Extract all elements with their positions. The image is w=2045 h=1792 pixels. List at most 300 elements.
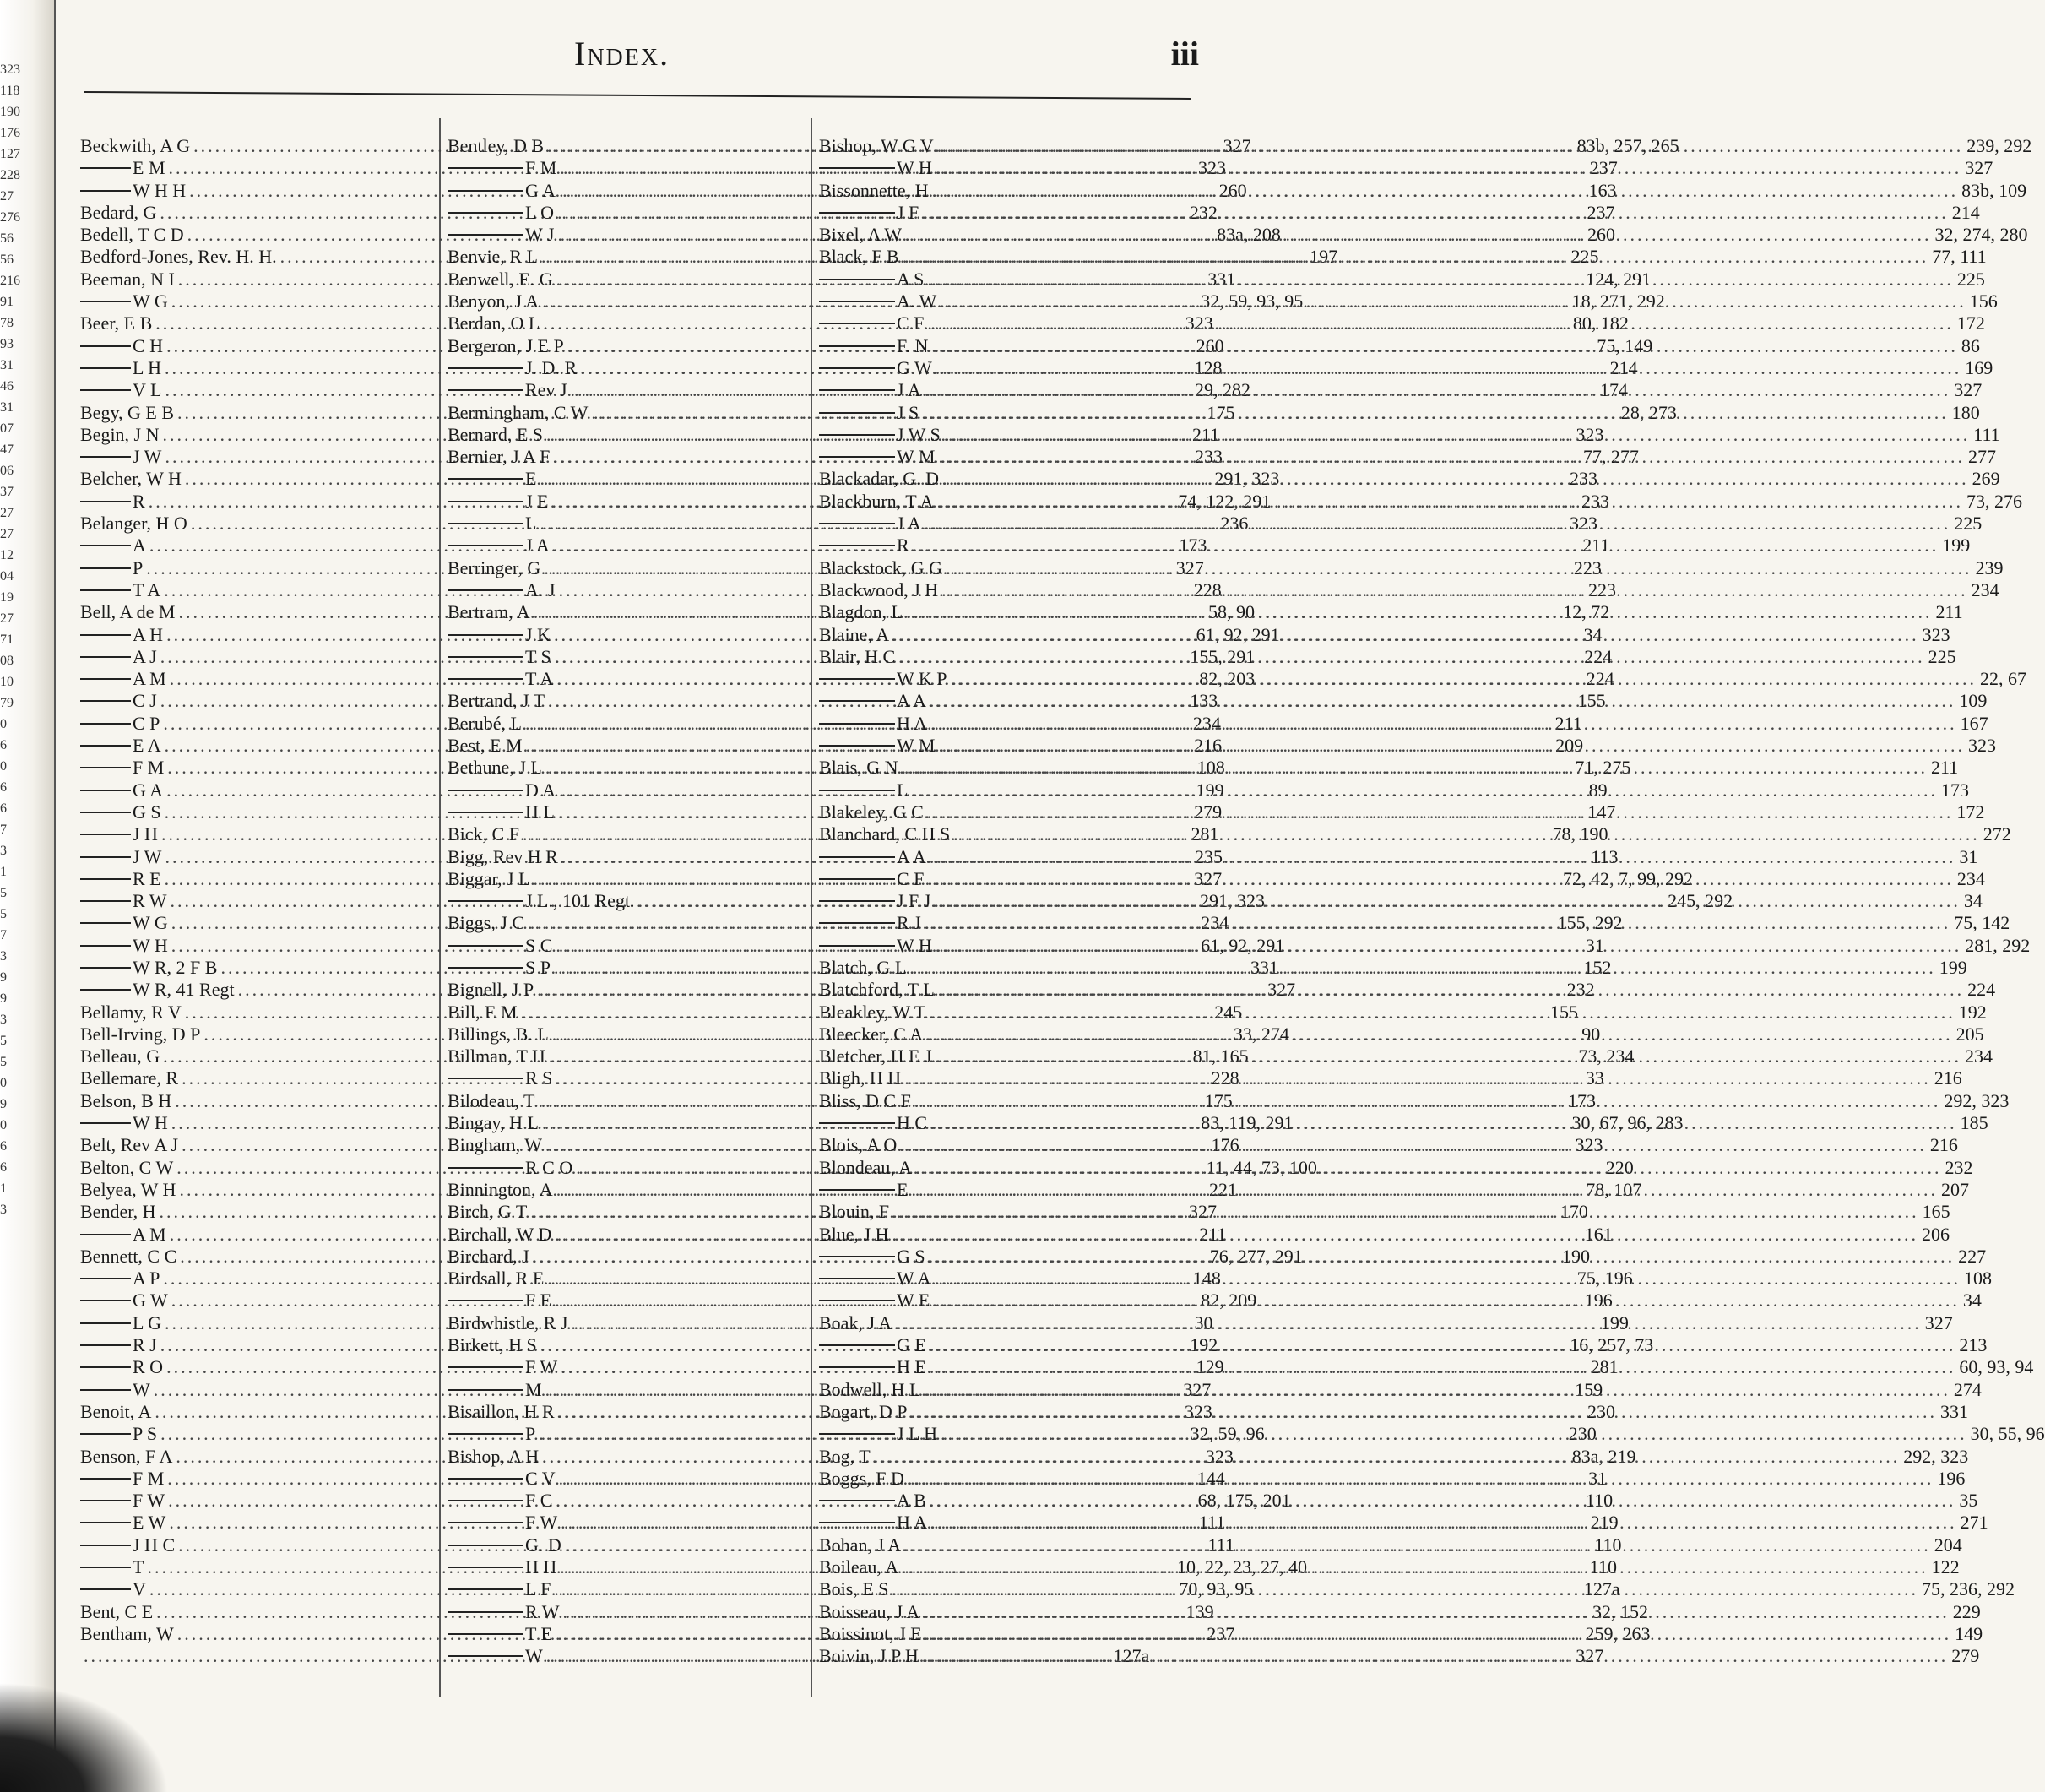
- leader-dots: [902, 1556, 1928, 1578]
- entry-name: Berringer, G: [448, 557, 541, 578]
- entry-name: F M: [525, 157, 557, 179]
- margin-number: 08: [0, 654, 14, 668]
- margin-number: 276: [0, 210, 20, 225]
- entry-pages: 129: [1196, 1356, 1224, 1378]
- entry-name: Birch, G T: [448, 1201, 528, 1223]
- leader-dots: [911, 1179, 1938, 1201]
- entry-name: A P: [133, 1268, 160, 1290]
- entry-name: R W: [525, 1600, 560, 1622]
- ditto-dash: [80, 1366, 131, 1368]
- entry-pages: 83, 119, 291: [1201, 1112, 1294, 1134]
- entry-pages: 214: [1951, 201, 1980, 223]
- entry-pages: 32, 59, 96: [1190, 1423, 1265, 1445]
- entry-name: G S: [897, 1245, 925, 1267]
- entry-pages: 83a, 208: [1217, 224, 1281, 246]
- entry-pages: 124, 291: [1586, 268, 1652, 290]
- entry-pages: 323: [1922, 623, 1950, 645]
- entry-pages: 35: [1959, 1490, 1978, 1512]
- entry-name: R J: [133, 1334, 157, 1356]
- entry-pages: 327: [1183, 1378, 1212, 1400]
- ditto-dash: [448, 945, 523, 947]
- ditto-dash: [80, 456, 131, 458]
- leader-dots: [930, 1112, 1957, 1134]
- entry-name: J E: [525, 490, 549, 512]
- ditto-dash: [80, 345, 131, 347]
- entry-name: J A: [525, 535, 550, 557]
- entry-pages: 111: [1973, 423, 2000, 445]
- entry-name: Blais, G N: [819, 757, 898, 779]
- leader-dots: [938, 446, 1965, 468]
- entry-pages: 234: [1965, 1045, 1993, 1067]
- ditto-dash: [80, 1300, 131, 1301]
- leader-dots: [925, 379, 1951, 401]
- entry-name: Blackadar, G. D: [819, 468, 940, 490]
- entry-name: W A: [897, 1268, 931, 1290]
- entry-name: Benson, F A: [80, 1445, 173, 1467]
- leader-dots: [936, 157, 1962, 179]
- entry-name: W G: [133, 912, 168, 934]
- ditto-dash: [80, 878, 131, 880]
- entry-name: Blackwood, J H: [819, 578, 939, 600]
- entry-name: P: [133, 557, 144, 578]
- leader-dots: [932, 180, 1959, 202]
- margin-number: 9: [0, 970, 7, 985]
- entry-name: Boissinot, J E: [819, 1622, 922, 1644]
- entry-pages: 223: [1573, 557, 1602, 578]
- entry-pages: 190: [1562, 1245, 1591, 1267]
- ditto-dash: [80, 945, 131, 947]
- leader-dots: [892, 624, 1919, 646]
- entry-name: Belcher, W H: [80, 468, 182, 490]
- entry-pages: 165: [1922, 1201, 1950, 1223]
- entry-name: Bishop, A H: [448, 1445, 540, 1467]
- entry-pages: 163: [1588, 179, 1617, 201]
- entry-name: M: [525, 1378, 542, 1400]
- entry-name: J A: [897, 379, 921, 401]
- entry-name: J K: [525, 623, 551, 645]
- entry-pages: 245: [1214, 1001, 1243, 1023]
- entry-pages: 211: [1935, 601, 1963, 623]
- leader-dots: [927, 801, 1954, 823]
- ditto-dash: [448, 1567, 523, 1568]
- ditto-dash: [819, 723, 895, 725]
- entry-pages: 281: [1191, 823, 1219, 845]
- leader-dots: [906, 601, 1933, 623]
- margin-number: 228: [0, 168, 20, 182]
- entry-name: E M: [133, 157, 165, 179]
- margin-number: 27: [0, 506, 14, 520]
- ditto-dash: [80, 700, 131, 702]
- entry-name: Bissonnette, H: [819, 179, 929, 201]
- entry-pages: 148: [1192, 1268, 1221, 1290]
- entry-name: Bedard, G: [80, 201, 157, 223]
- page-title: Index.: [574, 35, 670, 73]
- margin-number: 216: [0, 274, 20, 288]
- entry-name: Boivin, J P H: [819, 1645, 919, 1667]
- entry-pages: 207: [1940, 1178, 1969, 1200]
- ditto-dash: [80, 1522, 131, 1523]
- entry-pages: 230: [1587, 1400, 1616, 1422]
- ditto-dash: [80, 1122, 131, 1124]
- ditto-dash: [819, 1344, 895, 1346]
- margin-number: 176: [0, 126, 20, 140]
- entry-pages: 111: [1198, 1512, 1226, 1534]
- entry-pages: 161: [1584, 1223, 1613, 1245]
- margin-number: 5: [0, 1034, 7, 1048]
- entry-pages: 214: [1609, 356, 1638, 378]
- entry-name: Bletcher, H E J: [819, 1045, 932, 1067]
- ditto-dash: [819, 945, 895, 947]
- ditto-dash: [80, 678, 131, 680]
- entry-name: W J: [525, 224, 555, 246]
- entry-name: Billman, T H: [448, 1045, 545, 1067]
- entry-name: A J: [133, 645, 157, 667]
- entry-pages: 33: [1585, 1067, 1604, 1089]
- entry-pages: 149: [1955, 1622, 1983, 1644]
- entry-pages: 211: [1931, 757, 1959, 779]
- entry-pages: 77, 111: [1932, 246, 1987, 268]
- entry-pages: 230: [1568, 1423, 1597, 1445]
- entry-name: Blanchard, C H S: [819, 823, 951, 845]
- entry-pages: 185: [1960, 1112, 1988, 1134]
- margin-number: 190: [0, 105, 20, 119]
- entry-pages: 82, 209: [1201, 1290, 1257, 1311]
- leader-dots: [936, 491, 1963, 513]
- margin-number: 56: [0, 231, 14, 246]
- entry-name: H E: [897, 1356, 926, 1378]
- ditto-dash: [80, 922, 131, 924]
- entry-name: D A: [525, 779, 556, 801]
- entry-name: T E: [525, 1622, 552, 1644]
- entry-name: Boileau, A: [819, 1556, 899, 1578]
- entry-name: V: [133, 1578, 146, 1600]
- ditto-dash: [819, 678, 895, 680]
- entry-name: A A: [897, 690, 926, 712]
- entry-name: Blackburn, T A: [819, 490, 934, 512]
- entry-name: Benoit, A: [80, 1400, 152, 1422]
- entry-pages: 83b, 109: [1961, 179, 2027, 201]
- entry-pages: 204: [1934, 1534, 1962, 1556]
- entry-name: Rev J: [525, 379, 567, 401]
- leader-dots: [936, 1045, 1962, 1067]
- entry-pages: 30, 67, 96, 283: [1571, 1112, 1684, 1134]
- entry-name: R O: [133, 1356, 164, 1378]
- entry-name: J.L., 101 Regt.: [525, 890, 635, 912]
- margin-number: 6: [0, 780, 7, 795]
- entry-name: Bilodeau, T: [448, 1089, 535, 1111]
- ditto-dash: [448, 212, 523, 214]
- ditto-dash: [448, 790, 523, 791]
- entry-name: W H: [133, 934, 168, 956]
- entry-pages: 224: [1584, 645, 1613, 667]
- entry-name: Beer, E B: [80, 312, 153, 334]
- entry-pages: 292, 323: [1944, 1089, 2010, 1111]
- entry-name: Billings, B. L: [448, 1023, 549, 1045]
- entry-pages: 89: [1588, 779, 1608, 801]
- entry-pages: 28, 273: [1620, 401, 1677, 423]
- leader-dots: [951, 668, 1977, 690]
- ditto-dash: [819, 1522, 895, 1523]
- entry-name: Bermingham, C W: [448, 401, 589, 423]
- ditto-dash: [819, 167, 895, 169]
- entry-name: L H: [133, 356, 162, 378]
- entry-pages: 113: [1591, 845, 1619, 867]
- entry-name: Bernier, J A F: [448, 446, 551, 468]
- ditto-dash: [819, 700, 895, 702]
- entry-name: A S: [897, 268, 925, 290]
- entry-pages: 260: [1218, 179, 1247, 201]
- margin-number: 5: [0, 1055, 7, 1069]
- entry-pages: 199: [1942, 535, 1971, 557]
- entry-name: G S: [133, 801, 161, 823]
- margin-number: 127: [0, 147, 20, 161]
- entry-name: Belanger, H O: [80, 513, 187, 535]
- entry-name: W E: [897, 1290, 930, 1311]
- ditto-dash: [448, 501, 523, 502]
- entry-name: W: [525, 1645, 543, 1667]
- entry-pages: 274: [1953, 1378, 1982, 1400]
- entry-name: G W: [133, 1290, 168, 1311]
- ditto-dash: [819, 323, 895, 324]
- entry-pages: 323: [1569, 513, 1597, 535]
- leader-dots: [930, 1356, 1956, 1378]
- ditto-dash: [448, 1522, 523, 1523]
- entry-name: E: [897, 1178, 909, 1200]
- margin-number: 19: [0, 590, 14, 605]
- margin-number: 93: [0, 337, 14, 351]
- entry-name: F E: [525, 1290, 552, 1311]
- entry-name: F M: [133, 1467, 165, 1489]
- entry-name: W M: [897, 446, 936, 468]
- entry-pages: 172: [1956, 312, 1985, 334]
- ditto-dash: [448, 1433, 523, 1435]
- entry-name: Birdwhistle, R J: [448, 1311, 568, 1333]
- ditto-dash: [80, 1389, 131, 1391]
- entry-pages: 225: [1570, 246, 1599, 268]
- ditto-dash: [448, 1611, 523, 1613]
- entry-pages: 271: [1960, 1512, 1988, 1534]
- entry-pages: 127a: [1583, 1578, 1620, 1600]
- ditto-dash: [819, 279, 895, 280]
- entry-pages: 86: [1961, 334, 1980, 356]
- entry-name: J S: [897, 401, 919, 423]
- entry-pages: 61, 92, 291: [1196, 623, 1280, 645]
- entry-pages: 205: [1955, 1023, 1984, 1045]
- ditto-dash: [80, 190, 131, 192]
- entry-pages: 219: [1590, 1512, 1619, 1534]
- entry-pages: 74, 122, 291: [1178, 490, 1272, 512]
- binding-shadow: [0, 1682, 169, 1792]
- ditto-dash: [448, 1078, 523, 1079]
- margin-number: 9: [0, 991, 7, 1006]
- ditto-dash: [448, 900, 523, 902]
- entry-name: R E: [133, 867, 161, 889]
- entry-pages: 83b, 257, 265: [1576, 135, 1679, 156]
- entry-pages: 83a, 219: [1571, 1445, 1636, 1467]
- entry-pages: 216: [1934, 1067, 1962, 1089]
- leader-dots: [938, 735, 1965, 757]
- entry-name: A: [133, 535, 146, 557]
- entry-pages: 236: [1220, 513, 1249, 535]
- entry-name: Benyon, J A: [448, 291, 540, 312]
- ditto-dash: [448, 1167, 523, 1169]
- ditto-dash: [448, 545, 523, 546]
- ditto-dash: [819, 1500, 895, 1501]
- page-header: [84, 34, 1199, 84]
- entry-pages: 34: [1962, 1290, 1982, 1311]
- entry-pages: 11, 44, 73, 100: [1206, 1156, 1317, 1178]
- margin-number: 71: [0, 633, 14, 647]
- entry-pages: 80, 182: [1572, 312, 1629, 334]
- ditto-dash: [448, 1500, 523, 1501]
- entry-pages: 172: [1956, 801, 1985, 823]
- entry-name: Bertram, A: [448, 601, 530, 623]
- ditto-dash: [819, 545, 895, 546]
- leader-dots: [940, 291, 1966, 312]
- ditto-dash: [448, 967, 523, 969]
- ditto-dash: [819, 345, 895, 347]
- ditto-dash: [80, 1278, 131, 1279]
- ditto-dash: [80, 1234, 131, 1235]
- ditto-dash: [819, 1122, 895, 1124]
- entry-name: J A: [897, 513, 921, 535]
- entry-pages: 260: [1587, 224, 1615, 246]
- entry-pages: 71, 275: [1575, 757, 1631, 779]
- entry-pages: 10, 22, 23, 27, 40: [1176, 1556, 1307, 1578]
- entry-name: Biggs, J C: [448, 912, 525, 934]
- ditto-dash: [448, 1366, 523, 1368]
- entry-pages: 323: [1575, 1134, 1603, 1156]
- entry-pages: 60, 93, 94: [1959, 1356, 2034, 1378]
- ditto-dash: [80, 723, 131, 725]
- entry-pages: 192: [1958, 1001, 1987, 1023]
- entry-name: Bigg, Rev H R: [448, 845, 558, 867]
- ditto-dash: [80, 1567, 131, 1568]
- entry-name: G A: [525, 179, 556, 201]
- leader-dots: [931, 335, 1958, 357]
- entry-pages: 279: [1194, 801, 1223, 823]
- ditto-dash: [80, 501, 131, 502]
- entry-name: Bell, A de M: [80, 601, 176, 623]
- entry-pages: 331: [1940, 1400, 1968, 1422]
- entry-name: R: [133, 490, 145, 512]
- leader-dots: [946, 557, 1972, 579]
- entry-name: Boak, J A: [819, 1311, 892, 1333]
- margin-number: 6: [0, 801, 7, 816]
- entry-pages: 211: [1582, 535, 1610, 557]
- entry-name: J F: [897, 201, 919, 223]
- margin-number: 3: [0, 1013, 7, 1027]
- entry-pages: 232: [1189, 201, 1218, 223]
- entry-name: Birdsall, R E: [448, 1268, 545, 1290]
- entry-name: T A: [525, 668, 554, 690]
- entry-pages: 234: [1971, 578, 1999, 600]
- entry-name: Belyea, W H: [80, 1178, 176, 1200]
- entry-pages: 110: [1589, 1556, 1617, 1578]
- entry-pages: 245, 292: [1668, 890, 1733, 912]
- entry-name: Belleau, G: [80, 1045, 160, 1067]
- entry-name: Benvie, R L: [448, 246, 538, 268]
- entry-pages: 155, 291: [1190, 645, 1256, 667]
- entry-name: F. N: [897, 334, 929, 356]
- ditto-dash: [448, 389, 523, 391]
- entry-name: Bog, T: [819, 1445, 871, 1467]
- entry-name: Benwell, E. G: [448, 268, 553, 290]
- ditto-dash: [819, 456, 895, 458]
- entry-pages: 291, 323: [1214, 468, 1280, 490]
- leader-dots: [905, 224, 1932, 246]
- entry-name: C H: [133, 334, 164, 356]
- entry-pages: 169: [1965, 356, 1993, 378]
- entry-pages: 34: [1583, 623, 1603, 645]
- margin-number: 3: [0, 1203, 7, 1217]
- ditto-dash: [819, 1189, 895, 1191]
- entry-name: Bentley, D B: [448, 135, 545, 156]
- entry-name: G E: [897, 1334, 926, 1356]
- margin-number: 7: [0, 928, 7, 942]
- ditto-dash: [80, 634, 131, 636]
- entry-pages: 152: [1583, 956, 1612, 978]
- margin-number: 31: [0, 358, 14, 372]
- entry-pages: 327: [1267, 979, 1296, 1001]
- entry-name: J W: [133, 446, 162, 468]
- entry-pages: 68, 175, 201: [1197, 1490, 1291, 1512]
- entry-name: Bisaillon, H R: [448, 1400, 555, 1422]
- ditto-dash: [448, 656, 523, 658]
- margin-number: 6: [0, 738, 7, 752]
- entry-name: A M: [133, 668, 166, 690]
- entry-pages: 232: [1566, 979, 1595, 1001]
- leader-dots: [935, 1268, 1961, 1290]
- entry-pages: 31: [1959, 845, 1978, 867]
- leader-dots: [922, 402, 1949, 424]
- entry-pages: 331: [1207, 268, 1236, 290]
- margin-number: 78: [0, 316, 14, 330]
- entry-pages: 18, 271, 292: [1571, 291, 1665, 312]
- entry-pages: 32, 152: [1592, 1600, 1649, 1622]
- margin-number: 27: [0, 189, 14, 204]
- entry-pages: 77, 277: [1582, 446, 1639, 468]
- entry-pages: 81, 165: [1192, 1045, 1249, 1067]
- entry-name: H A: [897, 712, 928, 734]
- entry-name: W H H: [133, 179, 187, 201]
- entry-pages: 108: [1196, 757, 1225, 779]
- entry-name: Bohan, J A: [819, 1534, 902, 1556]
- entry-name: Bellemare, R: [80, 1067, 179, 1089]
- entry-pages: 234: [1956, 867, 1985, 889]
- ditto-dash: [819, 523, 895, 524]
- entry-pages: 327: [1194, 867, 1223, 889]
- entry-name: Blagdon, L: [819, 601, 903, 623]
- ditto-dash: [80, 900, 131, 902]
- entry-pages: 159: [1575, 1378, 1603, 1400]
- entry-pages: 225: [1928, 645, 1956, 667]
- entry-name: Bellamy, R V: [80, 1001, 182, 1023]
- entry-name: Belton, C W: [80, 1156, 174, 1178]
- leader-dots: [926, 1024, 1953, 1045]
- book-binding: [0, 0, 56, 1792]
- entry-name: Bender, H: [80, 1201, 156, 1223]
- entry-name: T A: [133, 578, 161, 600]
- leader-dots: [925, 1623, 1952, 1645]
- entry-name: H L: [525, 801, 555, 823]
- ditto-dash: [80, 301, 131, 302]
- ditto-dash: [819, 856, 895, 858]
- ditto-dash: [80, 745, 131, 747]
- ditto-dash: [448, 234, 523, 236]
- entry-pages: 327: [1965, 157, 1993, 179]
- entry-pages: 174: [1600, 379, 1628, 401]
